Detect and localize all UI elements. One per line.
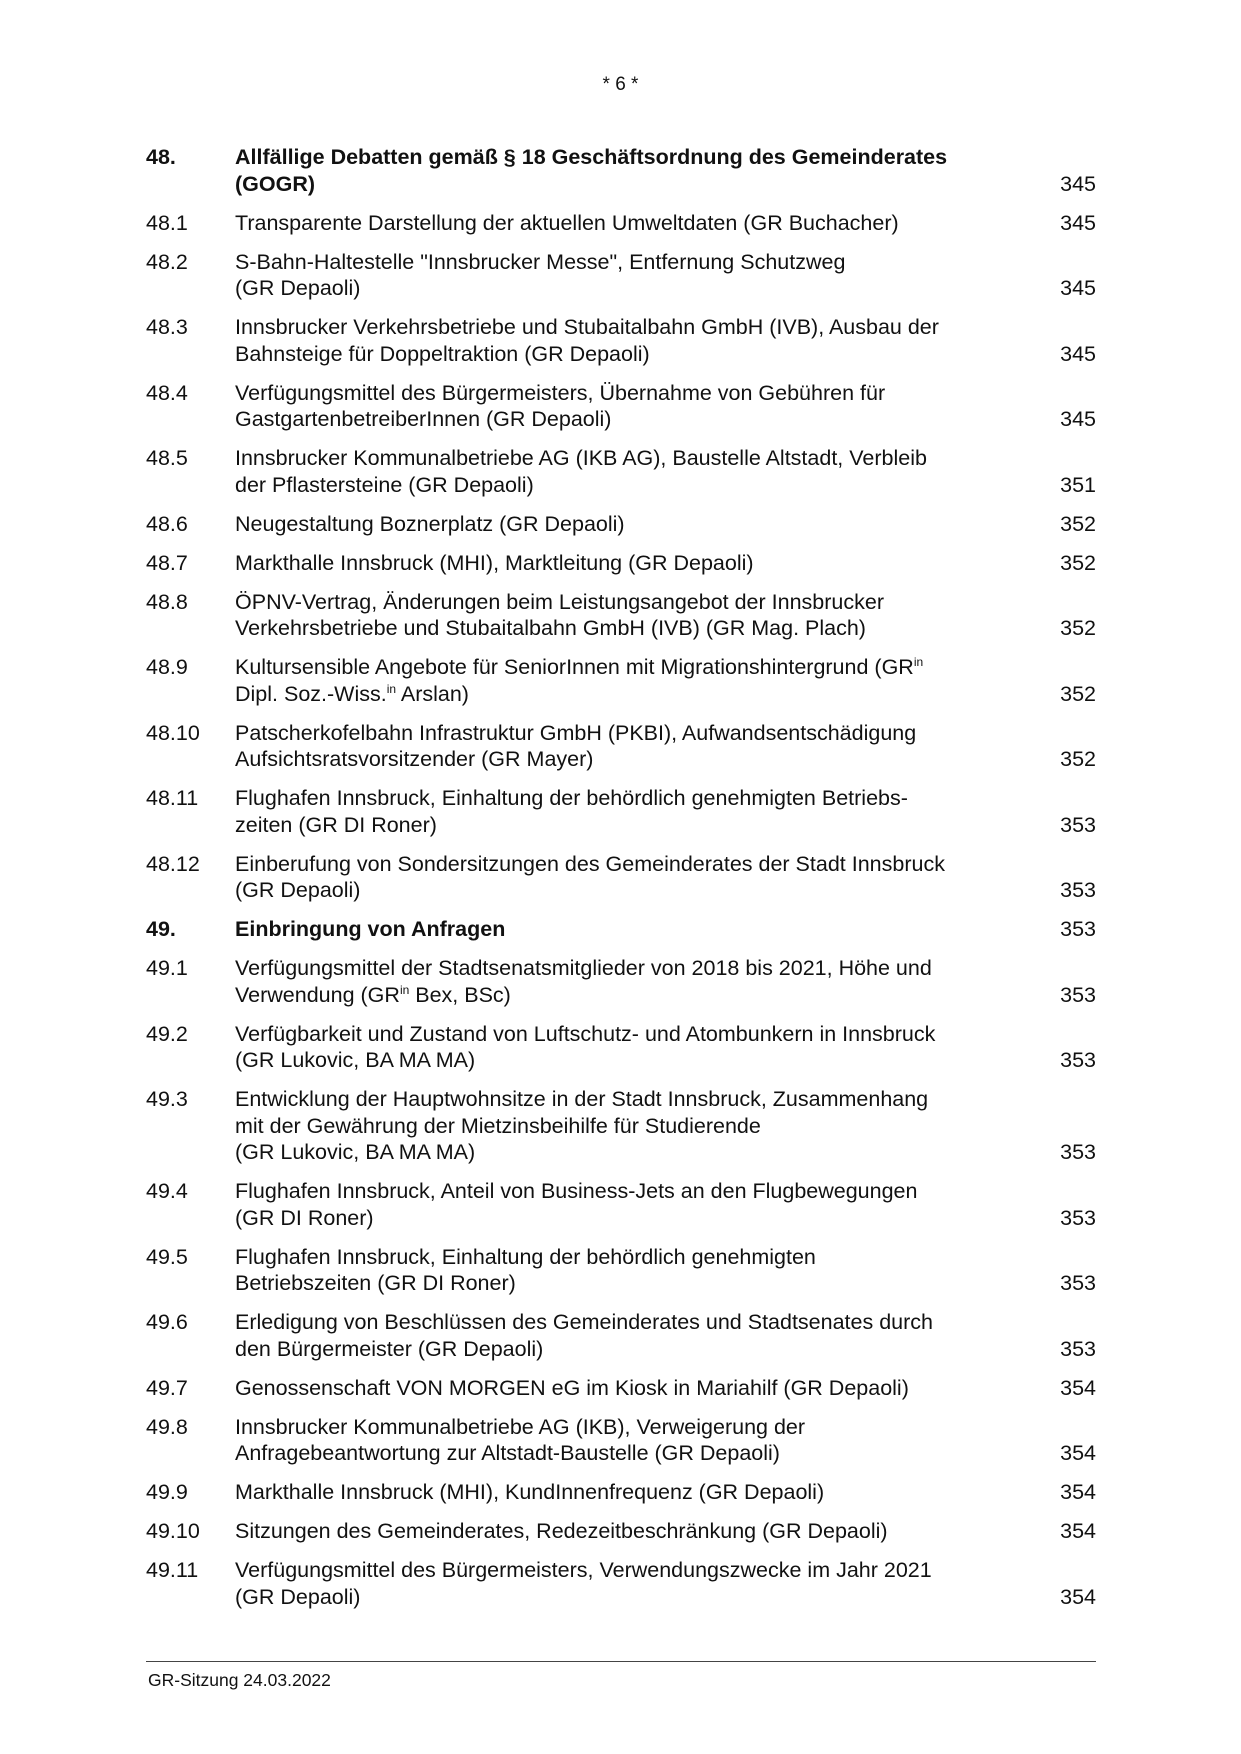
entry-title [235, 851, 1051, 904]
entry-title [235, 1479, 1051, 1506]
entry-title-line: Allfällige Debatten gemäß § 18 Geschäftsordnung des Gemeinderates [235, 145, 948, 169]
entry-title [235, 1244, 1051, 1297]
entry-page: 353 [1060, 1336, 1096, 1361]
entry-title-line: Bahnsteige für Doppeltraktion (GR Depaoli) [235, 341, 650, 366]
entry-title-line: Markthalle Innsbruck (MHI), KundInnenfrequenz (GR Depaoli) [235, 1480, 825, 1504]
entry-title-line: Aufsichtsratsvorsitzender (GR Mayer) [235, 747, 594, 771]
entry-page: 345 [1060, 210, 1096, 235]
entry-title-line: Verfügungsmittel des Bürgermeisters, Verwendungszwecke im Jahr 2021 [235, 1558, 932, 1582]
toc-entry-49-4 [146, 1178, 1096, 1231]
entry-page: 353 [1060, 917, 1096, 941]
entry-number: 49.11 [146, 1558, 199, 1582]
entry-title-line: Erledigung von Beschlüssen des Gemeinderates und Stadtsenates durch [235, 1310, 933, 1334]
entry-title-line: Flughafen Innsbruck, Einhaltung der behördlich genehmigten Betriebs- [235, 786, 908, 810]
entry-title [235, 210, 1051, 237]
entry-title-line: (GR Depaoli) [235, 1584, 361, 1609]
entry-title-line: ÖPNV-Vertrag, Änderungen beim Leistungsangebot der Innsbrucker [235, 589, 884, 614]
entry-number: 48.1 [146, 210, 188, 235]
entry-title-line: Anfragebeantwortung zur Altstadt-Baustelle (GR Depaoli) [235, 1441, 780, 1465]
toc-entry-49 [146, 916, 1096, 943]
page-number: * 6 * [602, 74, 639, 95]
entry-title-line: GastgartenbetreiberInnen (GR Depaoli) [235, 407, 612, 431]
entry-title-line: (GR Lukovic, BA MA MA) [235, 1048, 476, 1072]
entry-title [235, 1414, 1051, 1467]
entry-number: 48. [146, 145, 176, 169]
footer-text: GR-Sitzung 24.03.2022 [148, 1670, 331, 1690]
entry-title [235, 380, 1051, 433]
entry-page: 354 [1060, 1375, 1096, 1400]
entry-number: 48.11 [146, 786, 199, 810]
entry-title-line: (GR Depaoli) [235, 878, 361, 902]
toc-entry-48-6 [146, 511, 1096, 538]
toc-entry-48-4 [146, 380, 1096, 433]
entry-title [235, 1557, 1051, 1610]
entry-title-line: Innsbrucker Kommunalbetriebe AG (IKB), Verweigerung der [235, 1414, 806, 1439]
entry-title [235, 1309, 1051, 1362]
entry-title-line: Entwicklung der Hauptwohnsitze in der Stadt Innsbruck, Zusammenhang [235, 1087, 929, 1111]
entry-title-line: Verfügungsmittel des Bürgermeisters, Übernahme von Gebühren für [235, 380, 886, 405]
toc-entry-48-5 [146, 445, 1096, 498]
superscript: in [386, 681, 397, 696]
entry-title-line: (GR DI Roner) [235, 1205, 374, 1230]
entry-page: 352 [1060, 550, 1096, 575]
entry-page: 351 [1060, 472, 1096, 497]
entry-title-line: den Bürgermeister (GR Depaoli) [235, 1336, 544, 1361]
entry-page: 353 [1060, 1271, 1096, 1295]
entry-number: 49.2 [146, 1021, 188, 1046]
entry-title-line: Einberufung von Sondersitzungen des Gemeinderates der Stadt Innsbruck [235, 851, 945, 876]
entry-number: 49.7 [146, 1375, 188, 1400]
entry-title [235, 916, 1051, 943]
entry-title-line: Betriebszeiten (GR DI Roner) [235, 1271, 516, 1295]
toc-entry-48-11 [146, 785, 1096, 838]
entry-page: 352 [1060, 747, 1096, 771]
toc-entry-49-2 [146, 1021, 1096, 1074]
entry-number: 48.12 [146, 851, 200, 876]
entry-title-text: Verwendung (GR [235, 982, 400, 1007]
entry-title-line: (GR Depaoli) [235, 276, 361, 300]
entry-title-line: mit der Gewährung der Mietzinsbeihilfe für Studierende [235, 1113, 761, 1138]
entry-title-line: Innsbrucker Verkehrsbetriebe und Stubaitalbahn GmbH (IVB), Ausbau der [235, 315, 939, 339]
entry-number: 48.5 [146, 446, 188, 470]
entry-page: 345 [1060, 407, 1096, 431]
entry-title [235, 589, 1051, 642]
entry-title-line: S-Bahn-Haltestelle "Innsbrucker Messe", Entfernung Schutzweg [235, 249, 846, 274]
entry-title-line: (GOGR) [235, 171, 316, 196]
entry-title [235, 445, 1051, 498]
entry-number: 49.5 [146, 1244, 188, 1269]
entry-number: 49.10 [146, 1519, 200, 1543]
toc-entry-48-3 [146, 314, 1096, 367]
toc-entry-49-10 [146, 1518, 1096, 1545]
entry-title [235, 1375, 1051, 1402]
entry-title-text: Kultursensible Angebote für SeniorInnen mit Migrationshintergrund (GR [235, 655, 914, 679]
toc-entry-49-9 [146, 1479, 1096, 1506]
entry-title-line: Verkehrsbetriebe und Stubaitalbahn GmbH (IVB) (GR Mag. Plach) [235, 616, 866, 640]
toc-entry-48-12 [146, 851, 1096, 904]
entry-title-line: Einbringung von Anfragen [235, 917, 506, 941]
entry-title-line: der Pflastersteine (GR Depaoli) [235, 472, 534, 497]
entry-title-line: (GR Lukovic, BA MA MA) [235, 1140, 476, 1164]
entry-title-line [235, 982, 1031, 1009]
entry-number: 48.6 [146, 511, 188, 536]
entry-number: 49.6 [146, 1310, 188, 1334]
entry-page: 345 [1060, 171, 1096, 196]
entry-title [235, 1021, 1051, 1074]
entry-page: 353 [1060, 1140, 1096, 1164]
entry-title-line: Transparente Darstellung der aktuellen Umweltdaten (GR Buchacher) [235, 210, 899, 235]
entry-number: 49.8 [146, 1414, 188, 1439]
entry-title [235, 785, 1051, 838]
entry-number: 48.10 [146, 720, 200, 745]
table-of-contents [146, 144, 1096, 1623]
toc-entry-48-10 [146, 720, 1096, 773]
entry-page: 353 [1060, 812, 1096, 837]
entry-page: 353 [1060, 1205, 1096, 1230]
entry-page: 352 [1060, 681, 1096, 706]
entry-page: 353 [1060, 982, 1096, 1007]
toc-entry-48-7 [146, 550, 1096, 577]
toc-entry-49-5 [146, 1244, 1096, 1297]
entry-page: 354 [1060, 1441, 1096, 1465]
entry-page: 354 [1060, 1584, 1096, 1609]
footer-divider [146, 1661, 1096, 1662]
entry-title [235, 654, 1051, 707]
entry-title-line: zeiten (GR DI Roner) [235, 812, 437, 837]
entry-number: 49. [146, 917, 176, 941]
entry-title-line: Verfügungsmittel der Stadtsenatsmitglieder von 2018 bis 2021, Höhe und [235, 956, 932, 980]
entry-title-line [235, 681, 1031, 708]
entry-title-line: Sitzungen des Gemeinderates, Redezeitbeschränkung (GR Depaoli) [235, 1519, 888, 1543]
entry-title [235, 1086, 1051, 1166]
entry-page: 345 [1060, 276, 1096, 300]
entry-number: 48.7 [146, 550, 188, 575]
entry-number: 48.3 [146, 315, 188, 339]
entry-title-line [235, 654, 1031, 681]
toc-entry-48-8 [146, 589, 1096, 642]
entry-title [235, 720, 1051, 773]
entry-page: 354 [1060, 1480, 1096, 1504]
entry-page: 345 [1060, 341, 1096, 366]
superscript: in [399, 982, 410, 997]
entry-number: 49.1 [146, 956, 188, 980]
toc-entry-48-2 [146, 249, 1096, 302]
entry-title-line: Flughafen Innsbruck, Einhaltung der behördlich genehmigten [235, 1244, 816, 1269]
toc-entry-49-1 [146, 955, 1096, 1008]
entry-title-line: Patscherkofelbahn Infrastruktur GmbH (PKBI), Aufwandsentschädigung [235, 720, 917, 745]
entry-title [235, 1178, 1051, 1231]
entry-number: 49.3 [146, 1087, 188, 1111]
entry-number: 48.2 [146, 249, 188, 274]
entry-title [235, 955, 1051, 1008]
entry-title [235, 314, 1051, 367]
entry-number: 49.4 [146, 1179, 188, 1203]
entry-title [235, 1518, 1051, 1545]
entry-title-text: Dipl. Soz.-Wiss. [235, 681, 387, 706]
entry-number: 48.9 [146, 655, 188, 679]
entry-title-text: Bex, BSc) [409, 982, 511, 1007]
entry-page: 354 [1060, 1519, 1096, 1543]
toc-entry-49-6 [146, 1309, 1096, 1362]
toc-entry-49-7 [146, 1375, 1096, 1402]
entry-title [235, 511, 1051, 538]
entry-page: 353 [1060, 878, 1096, 902]
entry-title [235, 144, 1051, 197]
entry-page: 352 [1060, 616, 1096, 640]
toc-entry-49-8 [146, 1414, 1096, 1467]
entry-title-line: Flughafen Innsbruck, Anteil von Business-Jets an den Flugbewegungen [235, 1179, 918, 1203]
superscript: in [913, 655, 924, 669]
entry-title-line: Innsbrucker Kommunalbetriebe AG (IKB AG), Baustelle Altstadt, Verbleib [235, 446, 927, 470]
entry-page: 353 [1060, 1048, 1096, 1072]
entry-title-line: Neugestaltung Boznerplatz (GR Depaoli) [235, 511, 625, 536]
entry-title-line: Markthalle Innsbruck (MHI), Marktleitung (GR Depaoli) [235, 550, 754, 575]
toc-entry-48-9 [146, 654, 1096, 707]
entry-number: 48.4 [146, 380, 188, 405]
entry-number: 49.9 [146, 1480, 188, 1504]
entry-title [235, 249, 1051, 302]
entry-title-text: Arslan) [396, 681, 469, 706]
entry-title-line: Genossenschaft VON MORGEN eG im Kiosk in Mariahilf (GR Depaoli) [235, 1375, 909, 1400]
toc-entry-49-11 [146, 1557, 1096, 1610]
entry-title-line: Verfügbarkeit und Zustand von Luftschutz- und Atombunkern in Innsbruck [235, 1021, 936, 1046]
entry-title [235, 550, 1051, 577]
toc-entry-48-1 [146, 210, 1096, 237]
entry-number: 48.8 [146, 589, 188, 614]
toc-entry-48 [146, 144, 1096, 197]
toc-entry-49-3 [146, 1086, 1096, 1166]
entry-page: 352 [1060, 511, 1096, 536]
